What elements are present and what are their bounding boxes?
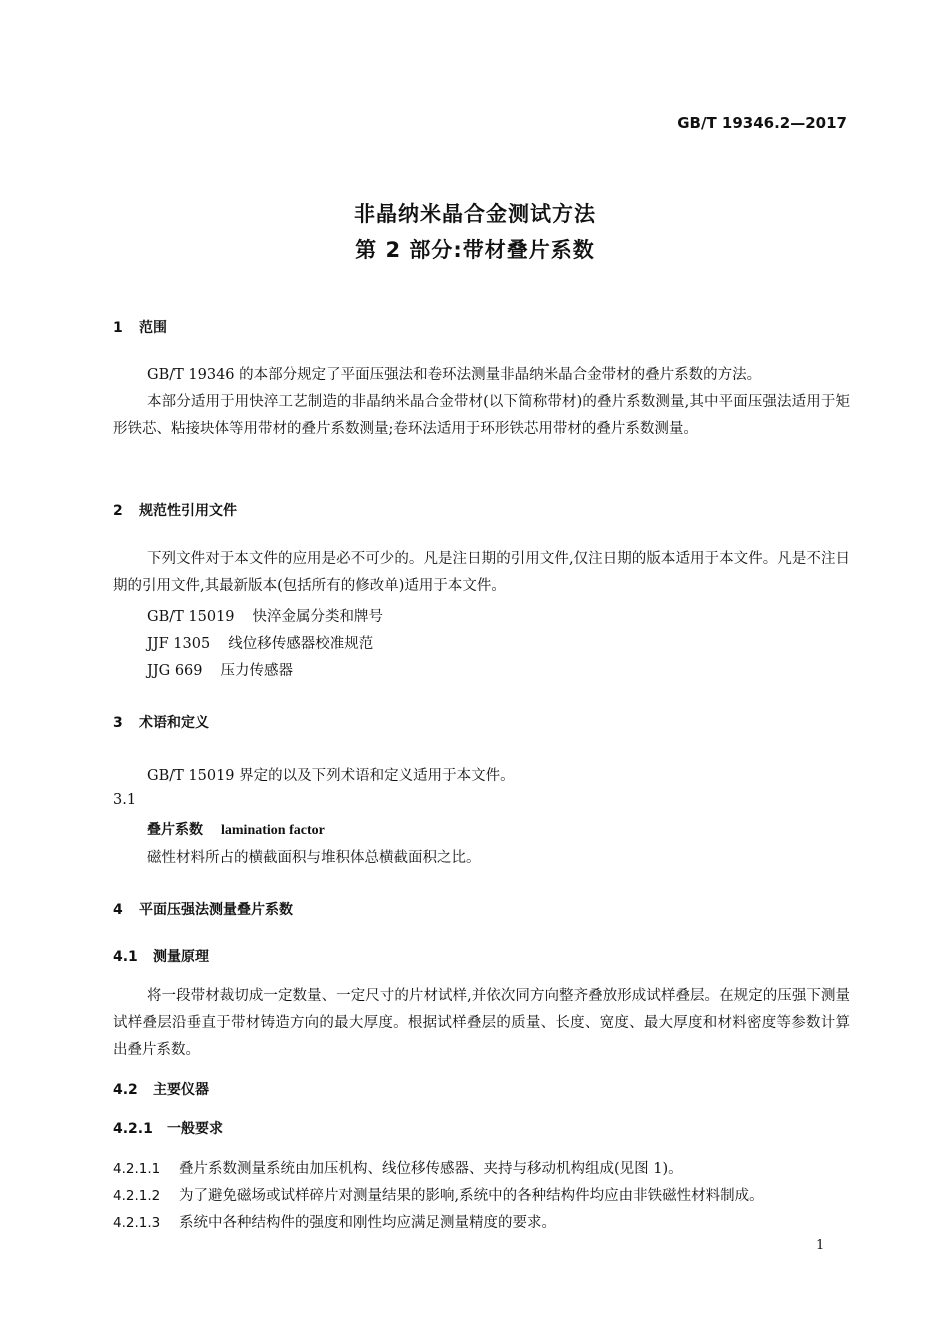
- reference-title: 快淬金属分类和牌号: [252, 609, 384, 625]
- clause-number: 4.2.1.1: [113, 1161, 161, 1177]
- section-title: 术语和定义: [139, 715, 209, 731]
- clause-item: [113, 1184, 764, 1205]
- clause-item: [113, 1211, 556, 1232]
- reference-item: [147, 632, 373, 653]
- clause-text: 系统中各种结构件的强度和刚性均应满足测量精度的要求。: [179, 1215, 556, 1231]
- clause-text: 为了避免磁场或试样碎片对测量结果的影响,系统中的各种结构件均应由非铁磁性材料制成。: [179, 1188, 764, 1204]
- subsection-4-2-heading: [113, 1079, 209, 1099]
- clause-text: 叠片系数测量系统由加压机构、线位移传感器、夹持与移动机构组成(见图 1)。: [179, 1161, 683, 1177]
- reference-code: JJG 669: [147, 663, 203, 679]
- section-3-heading: [113, 712, 209, 732]
- section-title: 规范性引用文件: [139, 503, 237, 519]
- section-number: 4: [113, 902, 123, 918]
- standard-number: GB/T 19346.2—2017: [677, 114, 847, 132]
- reference-item: [147, 659, 293, 680]
- subsection-title: 一般要求: [167, 1121, 223, 1137]
- subsection-number: 4.2.1: [113, 1121, 153, 1137]
- section-number: 2: [113, 503, 123, 519]
- reference-code: JJF 1305: [147, 636, 211, 652]
- subsection-4-1-heading: [113, 946, 209, 966]
- page-number: 1: [816, 1238, 825, 1253]
- section-number: 1: [113, 320, 123, 336]
- clause-number: 4.2.1.3: [113, 1215, 161, 1231]
- subsection-title: 主要仪器: [153, 1082, 209, 1098]
- paragraph: 将一段带材裁切成一定数量、一定尺寸的片材试样,并依次同方向整齐叠放形成试样叠层。在规定的压强下测量试样叠层沿垂直于带材铸造方向的最大厚度。根据试样叠层的质量、长度、宽度、最大厚度和材料密度等参数计算出叠片系数。: [113, 988, 850, 1058]
- section-title: 范围: [139, 320, 167, 336]
- term-definition: 磁性材料所占的横截面积与堆积体总横截面积之比。: [147, 850, 481, 866]
- section-number: 3: [113, 715, 123, 731]
- document-subtitle: 第 2 部分:带材叠片系数: [355, 238, 595, 262]
- reference-title: 线位移传感器校准规范: [228, 636, 374, 652]
- subsection-number: 3.1: [113, 792, 137, 808]
- subsection-4-2-1-heading: [113, 1118, 223, 1138]
- subsection-number: 4.2: [113, 1082, 138, 1098]
- document-title: 非晶纳米晶合金测试方法: [354, 202, 596, 226]
- section-2-heading: [113, 500, 237, 520]
- section-1-heading: [113, 317, 167, 337]
- term-english: lamination factor: [221, 823, 325, 838]
- term-entry: [147, 819, 325, 839]
- subsection-number: 4.1: [113, 949, 138, 965]
- paragraph: 本部分适用于用快淬工艺制造的非晶纳米晶合金带材(以下简称带材)的叠片系数测量,其中平面压强法适用于矩形铁芯、粘接块体等用带材的叠片系数测量;卷环法适用于环形铁芯用带材的叠片系数测量。: [113, 394, 850, 437]
- reference-item: [147, 605, 383, 626]
- paragraph: 下列文件对于本文件的应用是必不可少的。凡是注日期的引用文件,仅注日期的版本适用于本文件。凡是不注日期的引用文件,其最新版本(包括所有的修改单)适用于本文件。: [113, 551, 850, 594]
- clause-item: [113, 1157, 683, 1178]
- section-4-heading: [113, 899, 293, 919]
- clause-number: 4.2.1.2: [113, 1188, 161, 1204]
- term-chinese: 叠片系数: [147, 822, 203, 838]
- paragraph: GB/T 19346 的本部分规定了平面压强法和卷环法测量非晶纳米晶合金带材的叠片系数的方法。: [147, 367, 762, 383]
- reference-code: GB/T 15019: [147, 609, 235, 625]
- section-title: 平面压强法测量叠片系数: [139, 902, 293, 918]
- paragraph: GB/T 15019 界定的以及下列术语和定义适用于本文件。: [147, 768, 515, 784]
- reference-title: 压力传感器: [220, 663, 293, 679]
- subsection-title: 测量原理: [153, 949, 209, 965]
